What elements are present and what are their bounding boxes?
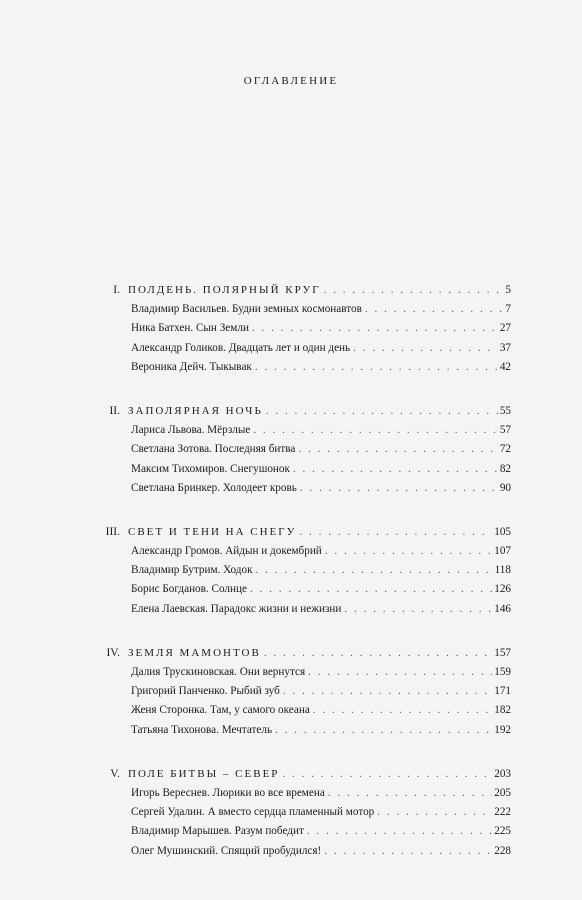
page-number: 90 xyxy=(499,481,511,494)
page-number: 27 xyxy=(499,322,511,335)
toc-entry-row[interactable] xyxy=(0,542,582,561)
entry-title: Светлана Бринкер. Холодеет кровь xyxy=(131,481,297,494)
page-number: 157 xyxy=(494,646,511,659)
page-number: 7 xyxy=(505,303,511,316)
entry-title: Григорий Панченко. Рыбий зуб xyxy=(131,685,280,698)
page-number: 55 xyxy=(499,404,511,417)
toc-entry-row[interactable] xyxy=(0,339,582,358)
entry-title: Олег Мушинский. Спящий пробудился! xyxy=(131,844,322,857)
dot-leader xyxy=(298,440,497,459)
entry-title: Игорь Вереснев. Люрики во все времена xyxy=(131,786,325,799)
page-title: оглавление xyxy=(243,72,339,88)
dot-leader xyxy=(328,784,492,803)
toc-entry-row[interactable] xyxy=(0,300,582,319)
page-number: 192 xyxy=(494,723,511,736)
part-title: ПОЛЕ БИТВЫ – СЕВЕР xyxy=(128,767,280,780)
page-number: 42 xyxy=(499,360,511,373)
toc-part-row[interactable] xyxy=(0,523,582,542)
entry-title: Владимир Бутрим. Ходок xyxy=(131,564,253,577)
page-number: 146 xyxy=(494,602,511,615)
part-title: ЗЕМЛЯ МАМОНТОВ xyxy=(128,646,261,659)
dot-leader xyxy=(253,421,498,440)
part-numeral: V. xyxy=(110,767,120,780)
dot-leader xyxy=(255,358,498,377)
page-number: 126 xyxy=(494,583,511,596)
entry-title: Александр Громов. Айдын и докембрий xyxy=(131,545,322,558)
dot-leader xyxy=(324,281,503,300)
dot-leader xyxy=(344,600,492,619)
entry-title: Татьяна Тихонова. Мечтатель xyxy=(131,723,273,736)
part-title: СВЕТ И ТЕНИ НА СНЕГУ xyxy=(128,525,297,538)
dot-leader xyxy=(299,523,492,542)
page-number: 205 xyxy=(494,786,511,799)
toc-entry-row[interactable] xyxy=(0,460,582,479)
toc-section xyxy=(0,281,582,377)
dot-leader xyxy=(264,644,492,663)
toc-entry-row[interactable] xyxy=(0,421,582,440)
toc-part-row[interactable] xyxy=(0,644,582,663)
table-of-contents xyxy=(0,281,582,886)
dot-leader xyxy=(300,479,498,498)
entry-title: Ника Батхен. Сын Земли xyxy=(131,322,249,335)
entry-title: Далия Трускиновская. Они вернутся xyxy=(131,666,306,678)
part-numeral: IV. xyxy=(106,646,120,659)
toc-entry-row[interactable] xyxy=(0,682,582,701)
dot-leader xyxy=(307,822,492,841)
dot-leader xyxy=(275,721,492,740)
toc-part-row[interactable] xyxy=(0,765,582,784)
toc-section xyxy=(0,644,582,740)
dot-leader xyxy=(256,561,493,580)
toc-entry-row[interactable] xyxy=(0,600,582,619)
toc-entry-row[interactable] xyxy=(0,822,582,841)
entry-title: Борис Богданов. Солнце xyxy=(131,583,247,596)
page-number: 5 xyxy=(505,284,511,296)
page-number: 107 xyxy=(494,545,511,558)
part-numeral: III. xyxy=(105,525,120,538)
page-number: 171 xyxy=(494,685,511,698)
entry-title: Женя Сторонка. Там, у самого океана xyxy=(131,704,310,717)
page-number: 82 xyxy=(499,462,511,475)
toc-entry-row[interactable] xyxy=(0,561,582,580)
dot-leader xyxy=(266,402,498,421)
part-title: ПОЛДЕНЬ. ПОЛЯРНЫЙ КРУГ xyxy=(128,284,321,296)
entry-title: Максим Тихомиров. Снегушонок xyxy=(131,462,290,475)
entry-title: Владимир Марышев. Разум победит xyxy=(131,825,304,838)
page-number: 118 xyxy=(494,564,511,577)
dot-leader xyxy=(365,300,504,319)
dot-leader xyxy=(252,319,498,338)
toc-section xyxy=(0,402,582,498)
toc-part-row[interactable] xyxy=(0,402,582,421)
dot-leader xyxy=(293,460,498,479)
page-number: 159 xyxy=(494,666,511,678)
dot-leader xyxy=(325,542,492,561)
part-numeral: II. xyxy=(109,404,120,417)
toc-entry-row[interactable] xyxy=(0,803,582,822)
page-number: 182 xyxy=(494,704,511,717)
dot-leader xyxy=(377,803,492,822)
toc-section xyxy=(0,765,582,861)
toc-entry-row[interactable] xyxy=(0,440,582,459)
dot-leader xyxy=(282,765,492,784)
dot-leader xyxy=(353,339,498,358)
toc-entry-row[interactable] xyxy=(0,721,582,740)
part-numeral: I. xyxy=(113,284,120,296)
toc-section xyxy=(0,523,582,619)
toc-part-row[interactable] xyxy=(0,281,582,300)
dot-leader xyxy=(313,701,492,720)
toc-entry-row[interactable] xyxy=(0,580,582,599)
toc-entry-row[interactable] xyxy=(0,842,582,861)
page-number: 203 xyxy=(494,767,511,780)
page-number: 72 xyxy=(499,443,511,456)
entry-title: Сергей Удалин. А вместо сердца пламенный мотор xyxy=(131,806,375,819)
toc-entry-row[interactable] xyxy=(0,358,582,377)
page-number: 228 xyxy=(494,844,511,857)
entry-title: Александр Голиков. Двадцать лет и один день xyxy=(131,341,351,354)
page-number: 37 xyxy=(499,341,511,354)
page-number: 57 xyxy=(499,424,511,437)
page-number: 222 xyxy=(494,806,511,819)
entry-title: Вероника Дейч. Тыкывак xyxy=(131,360,252,373)
dot-leader xyxy=(324,842,492,861)
toc-entry-row[interactable] xyxy=(0,479,582,498)
page-number: 225 xyxy=(494,825,511,838)
toc-entry-row[interactable] xyxy=(0,701,582,720)
entry-title: Владимир Васильев. Будни земных космонавтов xyxy=(131,303,362,316)
page-number: 105 xyxy=(494,525,511,538)
toc-entry-row[interactable] xyxy=(0,663,582,682)
entry-title: Светлана Зотова. Последняя битва xyxy=(131,443,296,456)
entry-title: Лариса Львова. Мёрзлые xyxy=(131,424,251,437)
toc-entry-row[interactable] xyxy=(0,784,582,803)
toc-entry-row[interactable] xyxy=(0,319,582,338)
dot-leader xyxy=(308,663,492,682)
entry-title: Елена Лаевская. Парадокс жизни и нежизни xyxy=(131,602,342,615)
part-title: ЗАПОЛЯРНАЯ НОЧЬ xyxy=(128,404,263,417)
dot-leader xyxy=(283,682,492,701)
dot-leader xyxy=(250,580,492,599)
